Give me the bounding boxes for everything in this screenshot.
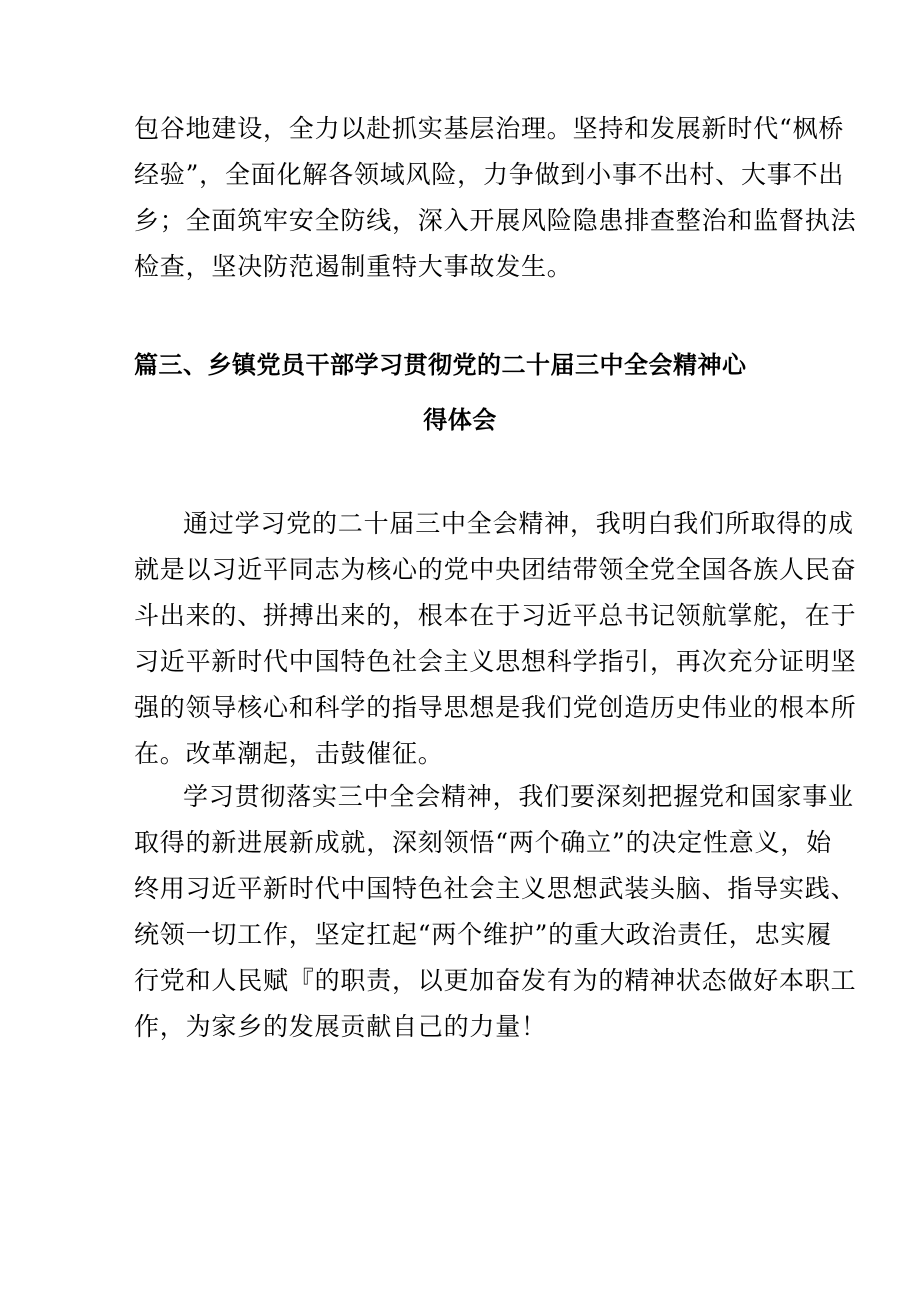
paragraph-1 [134,501,857,777]
paragraph-line: 学习贯彻落实三中全会精神，我们要深刻把握党和国家事业 [183,782,854,811]
paragraph-line: 乡；全面筑牢安全防线，深入开展风险隐患排查整治和监督执法 [134,206,857,235]
paragraph-line: 就是以习近平同志为核心的党中央团结带领全党全国各族人民奋 [134,555,857,584]
paragraph-line: 取得的新进展新成就，深刻领悟“两个确立”的决定性意义，始 [134,828,832,857]
section-heading-line-2: 得体会 [423,406,497,434]
paragraph-line: 强的领导核心和科学的指导思想是我们党创造历史伟业的根本所 [134,693,857,722]
paragraph-line: 经验”，全面化解各领域风险，力争做到小事不出村、大事不出 [134,160,845,189]
top-paragraph [134,106,857,290]
paragraph-line: 统领一切工作，坚定扛起“两个维护”的重大政治责任，忠实履 [134,920,832,949]
paragraph-line: 在。改革潮起，击鼓催征。 [134,739,444,768]
paragraph-line: 习近平新时代中国特色社会主义思想科学指引，再次充分证明坚 [134,647,857,676]
paragraph-line: 通过学习党的二十届三中全会精神，我明白我们所取得的成 [183,509,854,538]
paragraph-line: 检查，坚决防范遏制重特大事故发生。 [134,252,573,281]
paragraph-line: 包谷地建设，全力以赴抓实基层治理。坚持和发展新时代“枫桥 [134,114,845,143]
paragraph-line: 终用习近平新时代中国特色社会主义思想武装头脑、指导实践、 [134,874,857,903]
section-heading-line-1: 篇三、乡镇党员干部学习贯彻党的二十届三中全会精神心 [134,351,747,379]
paragraph-line: 行党和人民赋『的职责，以更加奋发有为的精神状态做好本职工 [134,966,857,995]
paragraph-line: 斗出来的、拼搏出来的，根本在于习近平总书记领航掌舵，在于 [134,601,857,630]
paragraph-line: 作，为家乡的发展贡献自己的力量！ [134,1012,547,1041]
paragraph-2 [134,774,857,1050]
